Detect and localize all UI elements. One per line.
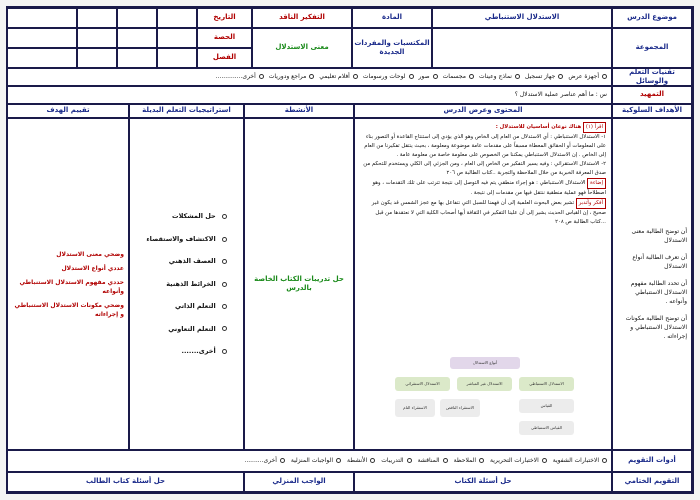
assessment-item[interactable]: المناقشة (418, 457, 448, 465)
concepts-value: معنى الاستدلال (252, 28, 352, 68)
radio-icon (558, 74, 563, 79)
assessment-label: أدوات التقويم (612, 450, 692, 472)
radio-icon (370, 458, 375, 463)
think-tag: أفكر وأتدبر (576, 198, 606, 209)
date-label: التاريخ (197, 8, 252, 28)
radio-icon (542, 458, 547, 463)
assessment-item[interactable]: الأنشطة (347, 457, 375, 465)
strategy-item[interactable]: التعلم الذاتي (175, 302, 227, 310)
tool-item[interactable]: صور (419, 73, 438, 81)
diagram-node: الاستقراء التام (395, 399, 435, 417)
radio-icon (443, 458, 448, 463)
date-cell-3 (77, 8, 117, 28)
topic-value: الاستدلال الاستنباطي (432, 8, 612, 28)
radio-icon (280, 458, 285, 463)
diagram-node: الاستدلال الاستنباطي (519, 377, 574, 391)
goals-cell (612, 118, 692, 450)
radio-icon (479, 458, 484, 463)
evaluation-item: وضحي معنى الاستدلال (56, 250, 124, 258)
lesson-plan-sheet (6, 6, 694, 494)
diagram-root: أنواع الاستدلال (450, 357, 520, 369)
radio-icon (409, 74, 414, 79)
radio-icon (222, 326, 227, 331)
diagram-node: الاستدلال الاستقرائي (395, 377, 450, 391)
evaluation-item: حددي مفهوم الاستدلال الاستنباطي وأنواعه (19, 278, 124, 295)
col-evaluation-header: تقييم الهدف (7, 104, 129, 118)
assessment-item[interactable]: أخرى.......... (244, 457, 284, 465)
tool-item[interactable]: جهاز تسجيل (525, 73, 563, 81)
radio-icon (353, 74, 358, 79)
diagram-node: الاستدلال غير المباشر (457, 377, 512, 391)
strategy-item[interactable]: التعلم التعاوني (168, 325, 227, 333)
radio-icon (515, 74, 520, 79)
tool-item[interactable]: أفلام تعليمي (319, 73, 358, 81)
date-cell-4 (7, 8, 77, 28)
radio-icon (433, 74, 438, 79)
tools-label: تقنيات التعلم والوسائل (612, 68, 692, 86)
homework-value: حل أسئلة كتاب الطالب (7, 472, 244, 492)
tool-item[interactable]: نماذج وعينات (479, 73, 520, 81)
tool-item[interactable]: مراجع ودوريات (269, 73, 315, 81)
radio-icon (222, 349, 227, 354)
strategy-item[interactable]: الخرائط الذهنية (166, 280, 226, 288)
assessment-item[interactable]: التدريبات (381, 457, 411, 465)
radio-icon (602, 458, 607, 463)
content-paragraph: ١- الاستدلال الاستنباطي : أي الاستدلال من العام إلى الخاص وهو الذي يؤدي إلى استنتاج القاعدة أو التصور بناء على المعلومات أو الحقائق المعطاة مسبقاً على مقدمات عامة موضوعة ومعلومة ، بحيث ينتقل تفكيرنا من العام إلى الخاص . إن الاستدلال الاستنباطي يمكننا من الخصوص على معلومة خاصة من معلومة عامة . (364, 134, 606, 158)
assessment-item[interactable]: الاختبارات الشفوية (553, 457, 607, 465)
col-activities-header: الأنشطة (244, 104, 354, 118)
group-label: المجموعة (612, 28, 692, 68)
goal-item: أن تعرف الطالبة أنواع الاستدلال (632, 254, 687, 270)
assessment-list (7, 450, 612, 472)
date-cell-1 (157, 8, 197, 28)
evaluation-cell (7, 118, 129, 450)
radio-icon (222, 304, 227, 309)
radio-icon (222, 282, 227, 287)
tool-item[interactable]: مجسمات (443, 73, 474, 81)
tool-item[interactable]: أخرى.............. (216, 73, 264, 81)
radio-icon (222, 214, 227, 219)
period-label: الحصة (197, 28, 252, 48)
goal-item: أن توضح الطالبة معنى الاستدلال (631, 228, 687, 244)
diagram-node: القياس الاستنباطي (519, 421, 574, 435)
radio-icon (336, 458, 341, 463)
subject-label: المادة (352, 8, 432, 28)
radio-icon (309, 74, 314, 79)
content-paragraph: ٢- الاستدلال الاستقرائي : وفيه يسير التفكير من الخاص إلى العام ، ومن الجزئي إلى الكلي ويستخدم للتحكم من صدق المعرفة الخبرية من خلال الملاحظة والتجربة ..كتاب الطالبة ص ٢٠٦ (363, 161, 606, 176)
goal-item: أن تحدد الطالبة مفهوم الاستدلال الاستنباطي وأنواعه . (630, 280, 687, 305)
concepts-label: المكتسبات والمفردات الجديدة (352, 28, 432, 68)
evaluation-item: عددي أنواع الاستدلال (61, 264, 124, 272)
col-content-header: المحتوى وعرض الدرس (354, 104, 612, 118)
goal-item: أن توضح الطالبة مكونات الاستدلال الاستنباطي و إجراءاته . (625, 315, 687, 340)
class-label: الفصل (197, 48, 252, 68)
topic-label: موضوع الدرس (612, 8, 692, 28)
homework-label: الواجب المنزلي (244, 472, 354, 492)
strategy-item[interactable]: حل المشكلات (172, 212, 227, 220)
radio-icon (259, 74, 264, 79)
diagram-node: الاستقراء الناقص (440, 399, 480, 417)
read-tag: اقرأ (١) (583, 122, 606, 133)
radio-icon (222, 237, 227, 242)
intro-question: س : ما أهم عناصر عملية الاستدلال ؟ (7, 86, 612, 104)
content-paragraph: تشير بعض البحوث العلمية إلى أن فهمنا للسبل التي نتفاعل بها مع عجز الشمس قد يكون غير صحيح ، إن القياس الحديث يشير إلى أن علينا التفكير في الثقافة أيها أصحاب الكلية التي لا نعتقدها من قبل ...كتاب الطالبة ص ٢٠٨ (371, 200, 606, 225)
tool-item[interactable]: أجهزة عرض (568, 73, 607, 81)
strategy-item[interactable]: أخرى....... (181, 347, 226, 355)
assessment-item[interactable]: الواجبات المنزلية (291, 457, 341, 465)
radio-icon (222, 259, 227, 264)
final-value: حل أسئلة الكتاب (354, 472, 612, 492)
intro-label: التمهيد (612, 86, 692, 104)
radio-icon (469, 74, 474, 79)
radio-icon (407, 458, 412, 463)
content-body (355, 119, 611, 230)
strategies-cell (129, 118, 244, 450)
types-diagram (395, 357, 575, 447)
content-paragraph: الاستدلال الاستنباطي : هو إجراء منطقي يتم فيه التوصل إلى نتيجة تترتب على تلك التقدمات ، وهو اصطلاحاً فهو عملية منطقية ننتقل فيها من مقدمات إلى نتيجة . (372, 180, 606, 196)
skill-value: التفكير الناقد (252, 8, 352, 28)
tool-item[interactable]: لوحات ورسومات (363, 73, 414, 81)
content-heading: هناك نوعان أساسيان للاستدلال : (495, 124, 582, 130)
assessment-item[interactable]: الملاحظة (454, 457, 484, 465)
activities-cell: حل تدريبات الكتاب الخاصة بالدرس (244, 118, 354, 450)
content-cell (354, 118, 612, 450)
strategy-item[interactable]: الاكتشاف والاستقصاء (146, 235, 226, 243)
assessment-item[interactable]: الاختبارات التحريرية (490, 457, 547, 465)
define-tag: إضاءة (587, 178, 606, 189)
col-goals-header: الأهداف السلوكية (612, 104, 692, 118)
col-strategies-header: استراتيجيات التعلم البديلة (129, 104, 244, 118)
final-label: التقويم الختامي (612, 472, 692, 492)
date-cell-2 (117, 8, 157, 28)
tools-list (7, 68, 612, 86)
strategy-item[interactable]: العصف الذهني (169, 257, 227, 265)
group-value (432, 28, 612, 68)
evaluation-item: وضحي مكونات الاستدلال الاستنباطي و إجراءاته (14, 301, 124, 318)
radio-icon (602, 74, 607, 79)
diagram-node: القياس (519, 399, 574, 413)
